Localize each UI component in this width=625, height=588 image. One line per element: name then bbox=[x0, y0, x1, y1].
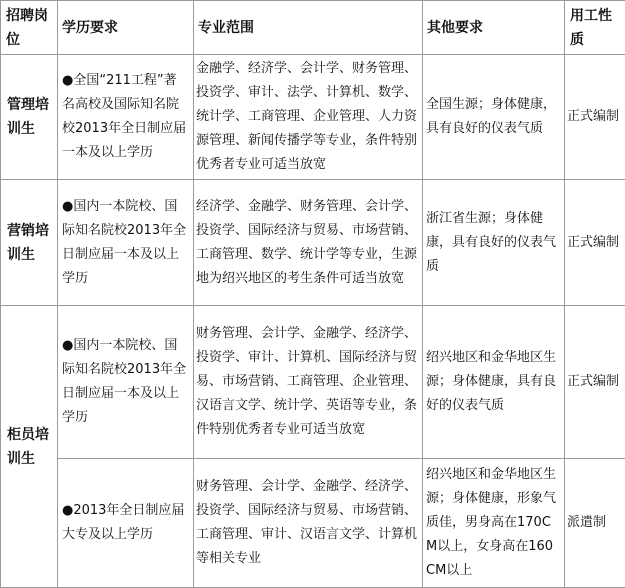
position-cell: 柜员培训生 bbox=[1, 306, 58, 588]
majors-cell: 经济学、金融学、财务管理、会计学、投资学、国际经济与贸易、市场营销、工商管理、数学、统计学等专业，生源地为绍兴地区的考生条件可适当放宽 bbox=[194, 180, 423, 306]
header-position: 招聘岗位 bbox=[1, 1, 58, 55]
table-row bbox=[1, 180, 625, 306]
employment-type-cell: 正式编制 bbox=[565, 55, 625, 180]
table-header-row bbox=[1, 1, 625, 55]
header-employment: 用工性质 bbox=[565, 1, 625, 55]
header-other: 其他要求 bbox=[423, 1, 565, 55]
table-row bbox=[1, 458, 625, 587]
other-requirements-cell: 全国生源；身体健康，具有良好的仪表气质 bbox=[423, 55, 565, 180]
employment-type-cell: 正式编制 bbox=[565, 306, 625, 458]
employment-type-cell: 正式编制 bbox=[565, 180, 625, 306]
position-cell: 管理培训生 bbox=[1, 55, 58, 180]
table-row bbox=[1, 55, 625, 180]
header-education: 学历要求 bbox=[58, 1, 194, 55]
header-majors: 专业范围 bbox=[194, 1, 423, 55]
education-cell: ●全国“211工程”著名高校及国际知名院校2013年全日制应届一本及以上学历 bbox=[58, 55, 194, 180]
employment-type-cell: 派遣制 bbox=[565, 458, 625, 587]
other-requirements-cell: 绍兴地区和金华地区生源；身体健康，形象气质佳，男身高在170CM以上，女身高在160CM以上 bbox=[423, 458, 565, 587]
majors-cell: 财务管理、会计学、金融学、经济学、投资学、国际经济与贸易、市场营销、工商管理、审计、汉语言文学、计算机等相关专业 bbox=[194, 458, 423, 587]
education-cell: ●国内一本院校、国际知名院校2013年全日制应届一本及以上学历 bbox=[58, 306, 194, 458]
position-cell: 营销培训生 bbox=[1, 180, 58, 306]
education-cell: ●2013年全日制应届大专及以上学历 bbox=[58, 458, 194, 587]
other-requirements-cell: 绍兴地区和金华地区生源；身体健康，具有良好的仪表气质 bbox=[423, 306, 565, 458]
majors-cell: 金融学、经济学、会计学、财务管理、投资学、审计、法学、计算机、数学、统计学、工商管理、企业管理、人力资源管理、新闻传播学等专业，条件特别优秀者专业可适当放宽 bbox=[194, 55, 423, 180]
other-requirements-cell: 浙江省生源；身体健康，具有良好的仪表气质 bbox=[423, 180, 565, 306]
table-row bbox=[1, 306, 625, 458]
majors-cell: 财务管理、会计学、金融学、经济学、投资学、审计、计算机、国际经济与贸易、市场营销、工商管理、企业管理、汉语言文学、统计学、英语等专业，条件特别优秀者专业可适当放宽 bbox=[194, 306, 423, 458]
education-cell: ●国内一本院校、国际知名院校2013年全日制应届一本及以上学历 bbox=[58, 180, 194, 306]
